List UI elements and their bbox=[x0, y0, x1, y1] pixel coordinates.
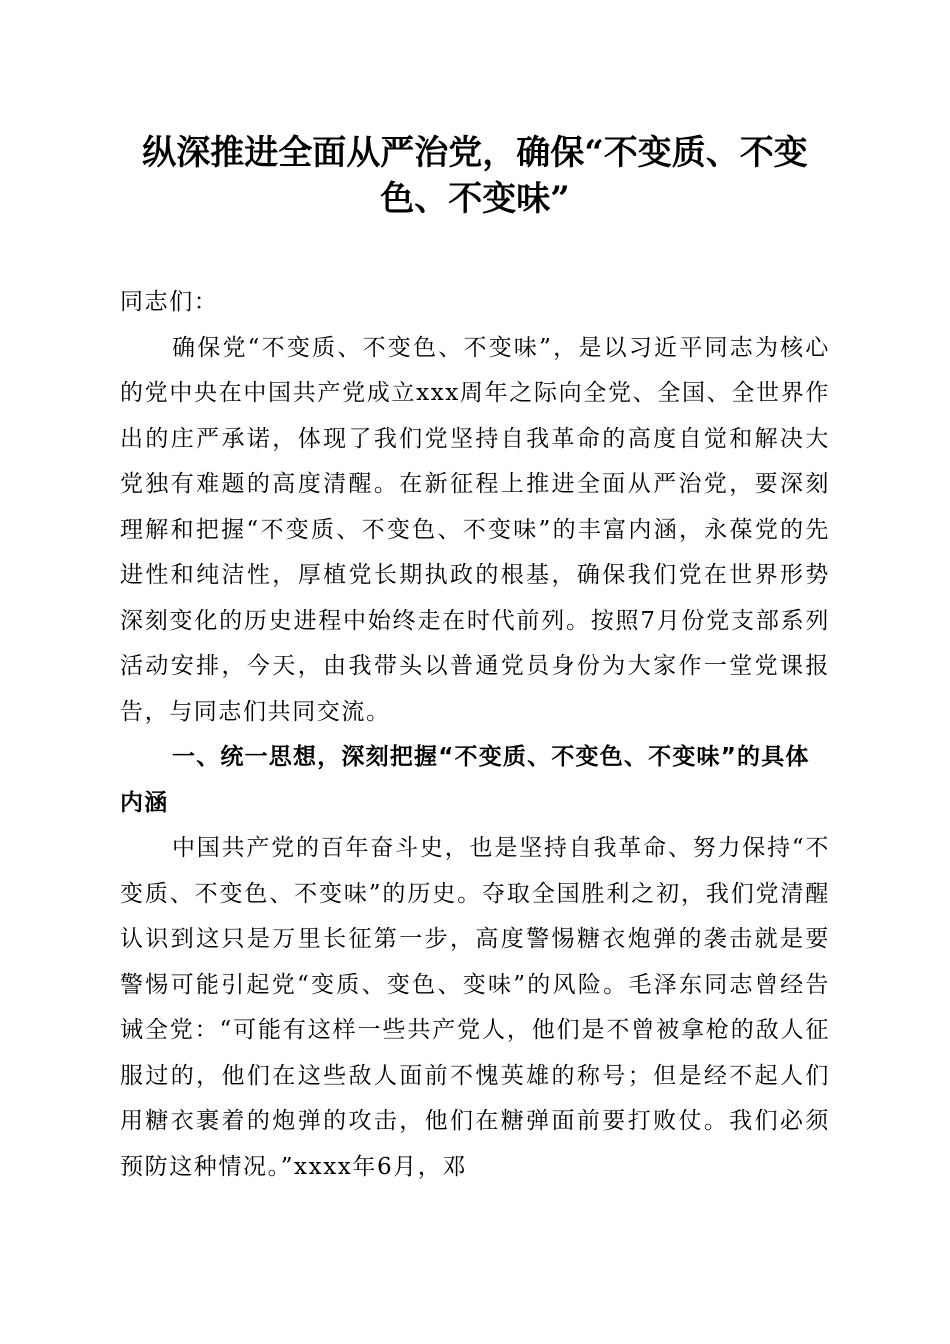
document-page bbox=[120, 130, 830, 1190]
document-title: 纵深推进全面从严治党，确保“不变质、不变色、不变味” bbox=[142, 133, 808, 219]
salutation: 同志们： bbox=[120, 289, 219, 315]
section-paragraph: 中国共产党的百年奋斗史，也是坚持自我革命、努力保持“不变质、不变色、不变味”的历史。夺取全国胜利之初，我们党清醒认识到这只是万里长征第一步，高度警惕糖衣炮弹的袭击就是要警惕可能引起党“变质、变色、变味”的风险。毛泽东同志曾经告诫全党：“可能有这样一些共产党人，他们是不曾被拿枪的敌人征服过的，他们在这些敌人面前不愧英雄的称号；但是经不起人们用糖衣裹着的炮弹的攻击，他们在糖弹面前要打败仗。我们必须预防这种情况。”xxxx年6月，邓 bbox=[120, 835, 830, 1180]
intro-paragraph: 确保党“不变质、不变色、不变味”，是以习近平同志为核心的党中央在中国共产党成立xxx周年之际向全党、全国、全世界作出的庄严承诺，体现了我们党坚持自我革命的高度自觉和解决大党独有难题的高度清醒。在新征程上推进全面从严治党，要深刻理解和把握“不变质、不变色、不变味”的丰富内涵，永葆党的先进性和纯洁性，厚植党长期执政的根基，确保我们党在世界形势深刻变化的历史进程中始终走在时代前列。按照7月份党支部系列活动安排，今天，由我带头以普通党员身份为大家作一堂党课报告，与同志们共同交流。 bbox=[120, 334, 830, 725]
section-heading: 一、统一思想，深刻把握“不变质、不变色、不变味”的具体内涵 bbox=[120, 744, 810, 816]
